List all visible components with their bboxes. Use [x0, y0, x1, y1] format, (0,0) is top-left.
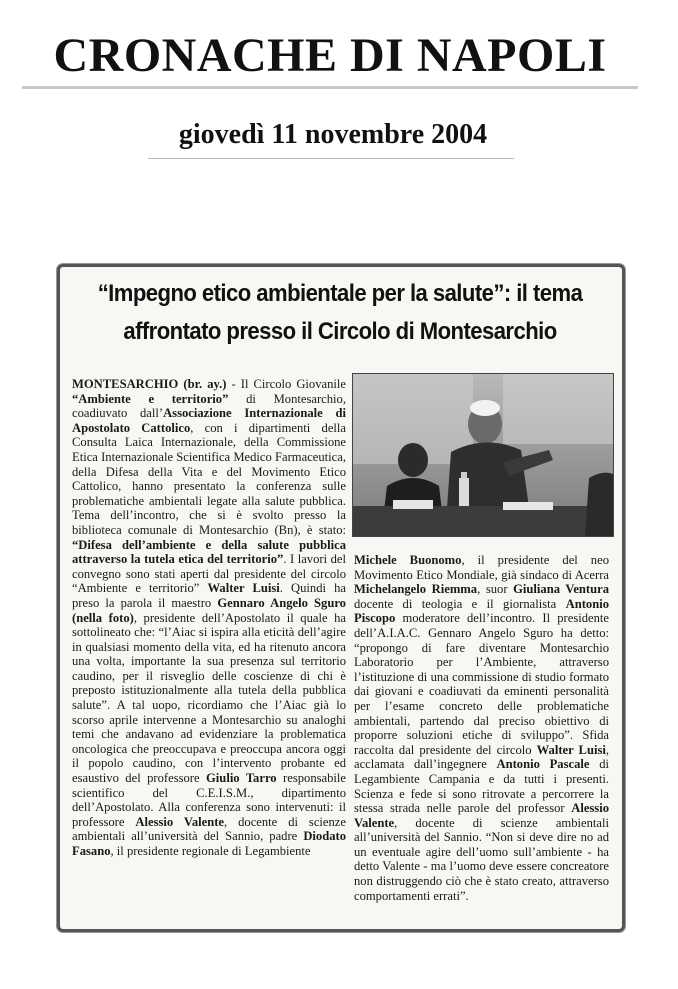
- text-run: . I lavori del convegno sono stati aperti dal presidente del circolo “Ambiente e territorio”: [72, 552, 346, 596]
- bold-run: MONTESARCHIO (br. ay.): [72, 377, 227, 391]
- bold-run: Michelangelo Riemma: [354, 582, 478, 597]
- article-headline: [92, 275, 589, 351]
- text-run: . Quindi ha preso la parola il maestro: [72, 581, 346, 610]
- bold-run: Alessio Valente: [354, 801, 609, 830]
- bold-run: Associazione Internazionale di Apostolato Cattolico: [72, 406, 346, 435]
- text-run: , acclamata dall’ingegnere: [354, 742, 609, 772]
- bold-run: Antonio Piscopo: [354, 596, 609, 626]
- text-run: , docente di scienze ambientali all’università del Sannio. “Non si deve dire no ad un eventuale agire dell’uomo sull’ambiente - ha detto Valente - ma l’uomo deve essere concreatore non distruggendo ciò che è stato creato, attraverso comportamenti errati”.: [354, 815, 609, 903]
- text-run: di Legambiente Campania e da tutti i presenti. Scienza e fede si sono ritrovate a percorrere la stessa strada nelle parole del professor: [354, 757, 609, 816]
- bold-run: Giuliana Ventura: [513, 582, 609, 597]
- text-run: - Il Circolo Giovanile: [226, 377, 346, 391]
- text-run: moderatore dell’incontro. Il presidente dell’A.I.A.C. Gennaro Angelo Sguro ha detto: “propongo di fare diventare Montesarchio Laboratorio per l’Ambiente, attraverso l’istituzione di una commissione di studio formato dai giovani e coadiuvati da eminenti personalità per l’esame concreto delle problematiche ambientali, partendo dal preciso obiettivo di proporre soluzioni etiche di sviluppo”. Sfida raccolta dal presidente del circolo: [354, 611, 609, 757]
- text-run: , il presidente del neo Movimento Etico Mondiale, già sindaco di Acerra: [354, 553, 609, 582]
- bold-run: Antonio Pascale: [496, 757, 590, 772]
- bold-run: Gennaro Angelo Sguro (nella foto): [72, 595, 346, 625]
- text-run: , con i dipartimenti della Consulta Laica Internazionale, della Commissione Etica Internazionale Scientifica Medico Farmaceutica, della Difesa della Vita e del Movimento Etico Cattolico, hanno presentato la conferenza sulle problematiche ambientali legate alla salute pubblica. Tema dell’incontro, che si è svolto presso la biblioteca comunale di Montesarchio (Bn), è stato:: [72, 420, 346, 537]
- issue-date: giovedì 11 novembre 2004: [178, 119, 488, 150]
- article-column-2: [354, 553, 609, 903]
- speaker-photo-image: [353, 374, 613, 536]
- bold-run: Alessio Valente: [135, 814, 225, 829]
- headline-line-1: “Impegno etico ambientale per la salute”: il tema: [97, 280, 583, 307]
- text-run: responsabile scientifico del C.E.I.S.M., dipartimento dell’Apostolato. Alla conferenza sono intervenuti: il professore: [72, 771, 346, 829]
- text-run: docente di teologia e il giornalista: [354, 596, 566, 611]
- bold-run: “Difesa dell’ambiente e della salute pubblica attraverso la tutela etica del territorio”: [72, 537, 346, 567]
- masthead-rule: [22, 86, 638, 89]
- bold-run: Walter Luisi: [536, 742, 606, 757]
- article-clipping: [57, 264, 625, 932]
- text-run: , il presidente regionale di Legambiente: [110, 844, 311, 858]
- bold-run: Walter Luisi: [207, 581, 280, 596]
- text-run: , docente di scienze ambientali all’università del Sannio, padre: [72, 814, 346, 844]
- newspaper-masthead: CRONACHE DI NAPOLI: [53, 29, 607, 82]
- date-rule: [148, 158, 514, 159]
- headline-line-2: affrontato presso il Circolo di Montesarchio: [123, 318, 557, 345]
- article-column-1: [72, 377, 346, 859]
- bold-run: Michele Buonomo: [354, 553, 462, 567]
- bold-run: “Ambiente e territorio”: [72, 391, 229, 406]
- article-photo: [352, 373, 614, 537]
- text-run: di Montesarchio, coadiuvato dall’: [72, 391, 346, 421]
- text-run: , presidente dell’Apostolato il quale ha sottolineato che: “l’Aiac si ispira alla eticità dell’agire in qualsiasi momento della vita, ed ha ritenuto ancora una volta, importante la sua presenza sul territorio caudino, per il risveglio delle coscienze di chi è preposto istituzionalmente alla tutela della pubblica salute”. A tal uopo, ricordiamo che l’Aiac già lo scorso aprile intervenne a Montesarchio su analoghi temi che andavano ad evidenziare la problematica oncologica che preoccupava e preoccupa ancora oggi il popolo caudino, con l’intervento probante ed esaustivo del professore: [72, 610, 346, 786]
- text-run: , suor: [477, 582, 514, 597]
- bold-run: Diodato Fasano: [72, 829, 346, 858]
- bold-run: Giulio Tarro: [206, 771, 277, 786]
